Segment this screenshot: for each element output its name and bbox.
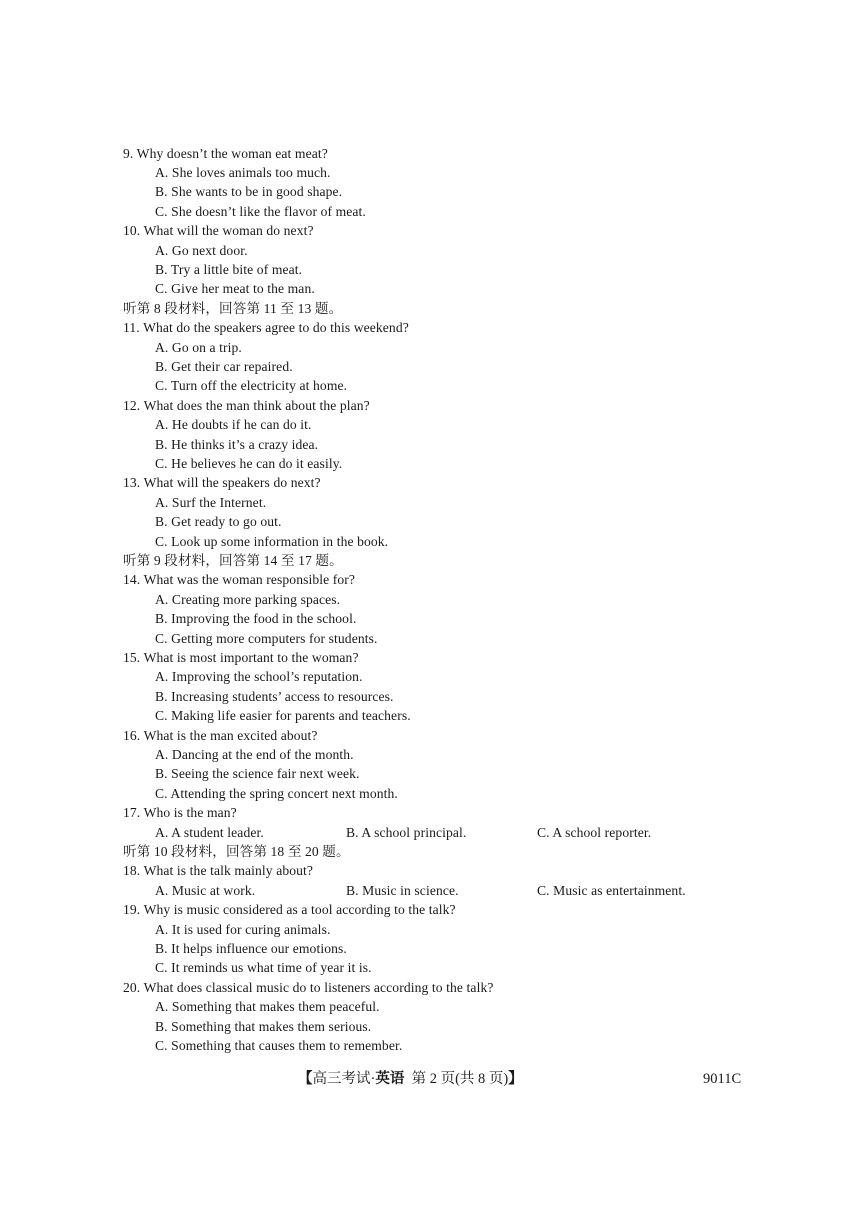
question-number: 16. xyxy=(123,727,141,743)
question-stem: What is the man excited about? xyxy=(143,727,318,743)
option-18c: C. Music as entertainment. xyxy=(537,882,686,898)
option-11b: B. Get their car repaired. xyxy=(155,358,293,374)
question-13 xyxy=(123,473,321,492)
option-17b: B. A school principal. xyxy=(346,824,467,840)
option-12b: B. He thinks it’s a crazy idea. xyxy=(155,436,319,452)
question-11 xyxy=(123,318,409,337)
option-10c: C. Give her meat to the man. xyxy=(155,281,315,297)
question-number: 12. xyxy=(123,397,141,413)
option-10a: A. Go next door. xyxy=(155,242,248,258)
question-20 xyxy=(123,978,493,997)
option-13a: A. Surf the Internet. xyxy=(155,494,267,510)
question-stem: Who is the man? xyxy=(143,805,237,821)
option-15a: A. Improving the school’s reputation. xyxy=(155,669,363,685)
question-stem: Why is music considered as a tool according to the talk? xyxy=(143,902,456,918)
option-13b: B. Get ready to go out. xyxy=(155,514,282,530)
question-number: 14. xyxy=(123,572,141,588)
option-20b: B. Something that makes them serious. xyxy=(155,1018,372,1034)
option-9c: C. She doesn’t like the flavor of meat. xyxy=(155,203,366,219)
options-row-17 xyxy=(0,823,868,842)
option-11a: A. Go on a trip. xyxy=(155,339,242,355)
footer-bracket-close: 】 xyxy=(508,1071,523,1087)
question-stem: What do the speakers agree to do this weekend? xyxy=(143,320,409,336)
question-number: 20. xyxy=(123,979,141,995)
question-18 xyxy=(123,861,313,880)
question-stem: What will the speakers do next? xyxy=(143,475,321,491)
question-stem: What is the talk mainly about? xyxy=(143,863,314,879)
footer-bracket-open: 【 xyxy=(298,1071,313,1087)
section-8-instruction: 听第 8 段材料，回答第 11 至 13 题。 xyxy=(123,300,343,316)
question-12 xyxy=(123,396,370,415)
option-17c: C. A school reporter. xyxy=(537,824,652,840)
page-footer xyxy=(0,1068,868,1090)
question-number: 18. xyxy=(123,863,141,879)
options-row-18 xyxy=(0,881,868,900)
footer-subject: 英语 xyxy=(375,1071,405,1087)
question-number: 19. xyxy=(123,902,141,918)
footer-exam-info xyxy=(298,1068,523,1090)
question-stem: What is most important to the woman? xyxy=(143,649,359,665)
option-9b: B. She wants to be in good shape. xyxy=(155,184,343,200)
option-19c: C. It reminds us what time of year it is. xyxy=(155,960,372,976)
section-10-instruction: 听第 10 段材料，回答第 18 至 20 题。 xyxy=(123,843,350,859)
question-stem: What does the man think about the plan? xyxy=(143,397,370,413)
question-17 xyxy=(123,803,237,822)
option-11c: C. Turn off the electricity at home. xyxy=(155,378,348,394)
question-number: 13. xyxy=(123,475,141,491)
question-10 xyxy=(123,221,314,240)
question-number: 11. xyxy=(123,320,140,336)
option-16b: B. Seeing the science fair next week. xyxy=(155,766,360,782)
option-16c: C. Attending the spring concert next month. xyxy=(155,785,398,801)
footer-paper-code: 9011C xyxy=(703,1071,742,1087)
question-stem: What will the woman do next? xyxy=(143,223,314,239)
question-number: 10. xyxy=(123,223,141,239)
question-stem: What was the woman responsible for? xyxy=(143,572,356,588)
question-number: 15. xyxy=(123,649,141,665)
question-stem: What does classical music do to listeners according to the talk? xyxy=(143,979,494,995)
section-9-instruction: 听第 9 段材料，回答第 14 至 17 题。 xyxy=(123,552,343,568)
option-15c: C. Making life easier for parents and teachers. xyxy=(155,708,411,724)
option-19b: B. It helps influence our emotions. xyxy=(155,940,347,956)
option-15b: B. Increasing students’ access to resources. xyxy=(155,688,394,704)
question-9 xyxy=(123,144,328,163)
option-9a: A. She loves animals too much. xyxy=(155,164,331,180)
question-number: 17. xyxy=(123,805,141,821)
option-13c: C. Look up some information in the book. xyxy=(155,533,389,549)
footer-separator-dot: · xyxy=(370,1071,376,1087)
question-number: 9. xyxy=(123,145,134,161)
option-14c: C. Getting more computers for students. xyxy=(155,630,378,646)
option-10b: B. Try a little bite of meat. xyxy=(155,261,303,277)
option-12c: C. He believes he can do it easily. xyxy=(155,455,343,471)
option-14b: B. Improving the food in the school. xyxy=(155,611,357,627)
option-20c: C. Something that causes them to remember. xyxy=(155,1037,403,1053)
question-stem: Why doesn’t the woman eat meat? xyxy=(136,145,328,161)
question-15 xyxy=(123,648,359,667)
footer-page-number: 第 2 页(共 8 页) xyxy=(411,1071,509,1087)
option-18a: A. Music at work. xyxy=(155,882,256,898)
question-14 xyxy=(123,570,355,589)
option-14a: A. Creating more parking spaces. xyxy=(155,591,341,607)
option-19a: A. It is used for curing animals. xyxy=(155,921,331,937)
question-16 xyxy=(123,726,318,745)
option-18b: B. Music in science. xyxy=(346,882,459,898)
option-20a: A. Something that makes them peaceful. xyxy=(155,999,380,1015)
option-12a: A. He doubts if he can do it. xyxy=(155,417,312,433)
option-16a: A. Dancing at the end of the month. xyxy=(155,746,354,762)
option-17a: A. A student leader. xyxy=(155,824,264,840)
footer-exam-name: 高三考试 xyxy=(312,1071,371,1087)
question-19 xyxy=(123,900,456,919)
